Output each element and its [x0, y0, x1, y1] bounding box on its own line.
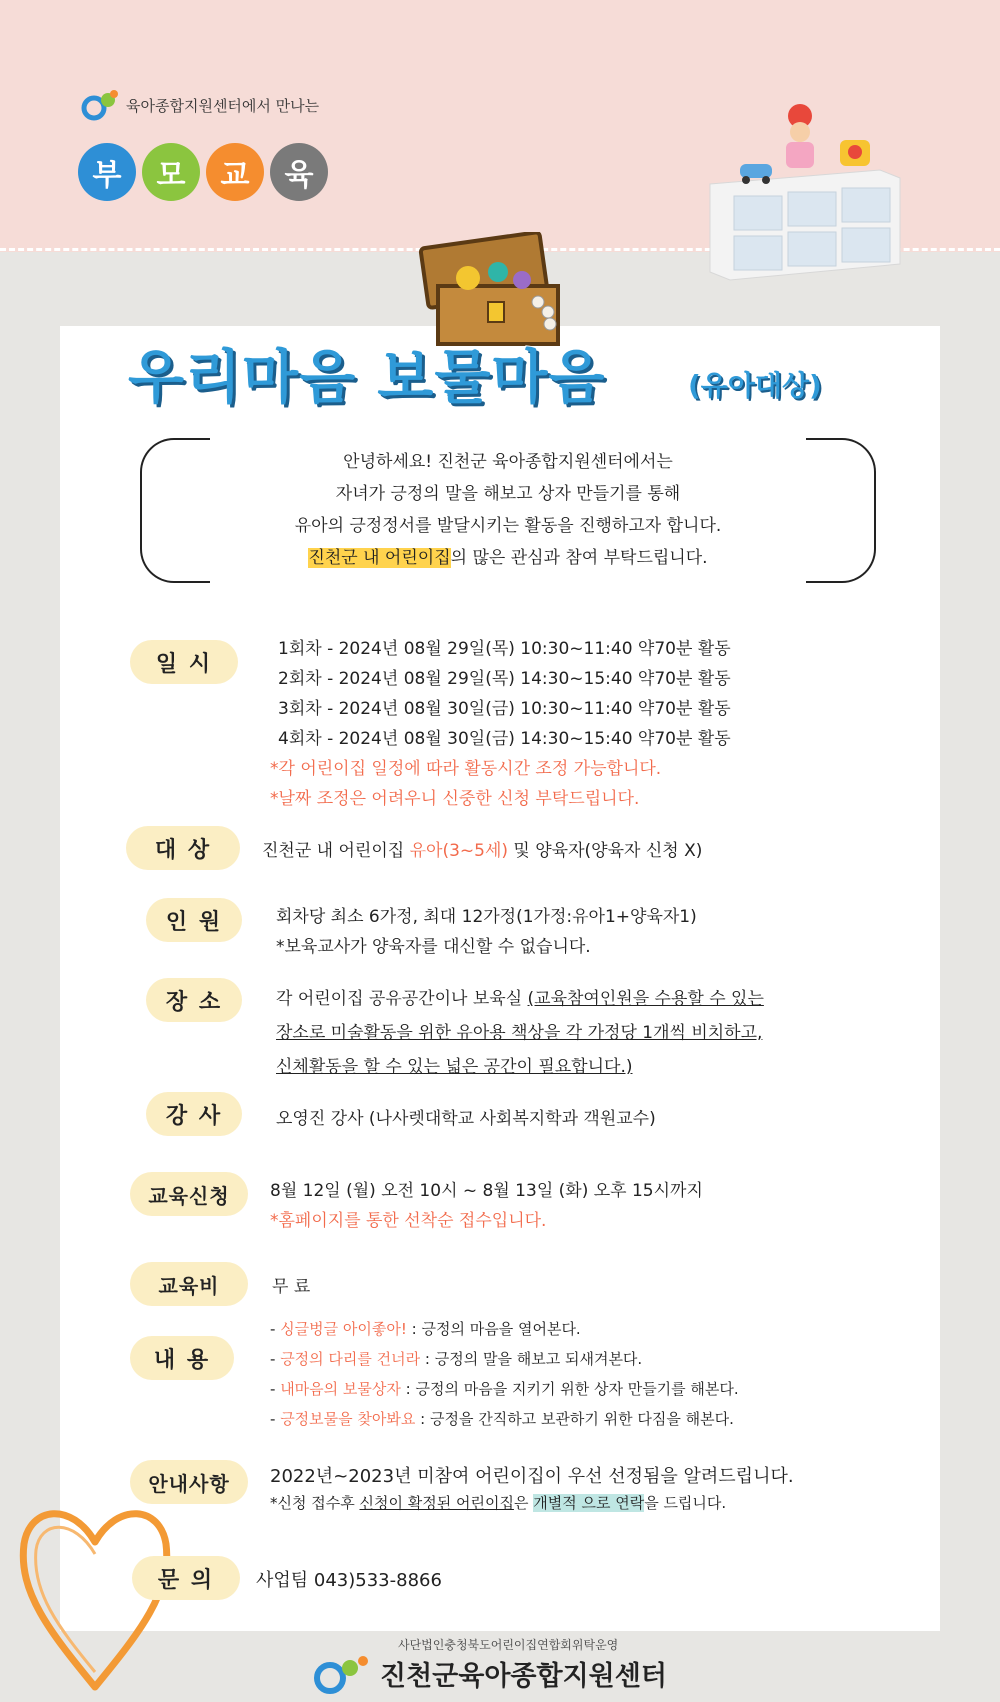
brand-row — [80, 88, 319, 122]
content-item: - 긍정보물을 찾아봐요 : 긍정을 간직하고 보관하기 위한 다짐을 해본다. — [270, 1410, 734, 1428]
label-apply: 교육신청 — [130, 1172, 248, 1216]
place-line-1-pre: 각 어린이집 공유공간이나 보육실 — [276, 989, 523, 1009]
notice-underlined: 신청이 확정된 어린이집 — [359, 1494, 514, 1512]
content-item: - 싱글벙글 아이좋아! : 긍정의 마음을 열어본다. — [270, 1320, 581, 1338]
label-place: 장 소 — [146, 978, 242, 1022]
badge-gyo: 교 — [206, 143, 264, 201]
intro-text — [140, 446, 876, 574]
content-item: - 긍정의 다리를 건너라 : 긍정의 말을 해보고 되새겨본다. — [270, 1350, 643, 1368]
notice-part: 은 — [513, 1494, 529, 1512]
intro-line-rest: 의 많은 관심과 참여 부탁드립니다. — [450, 548, 708, 568]
content-item-desc: : 긍정의 말을 해보고 되새겨본다. — [424, 1350, 643, 1368]
title-main: 우리마음 보물마음 — [128, 343, 606, 411]
place-line-1-underlined: (교육참여인원을 수용할 수 있는 — [527, 989, 764, 1009]
intro-box — [140, 438, 876, 588]
label-notice: 안내사항 — [130, 1460, 248, 1504]
content-item-title: 싱글벙글 아이좋아! — [280, 1320, 407, 1338]
session-2: 2회차 - 2024년 08월 29일(목) 14:30~15:40 약70분 활동 — [278, 669, 731, 689]
intro-line: 자녀가 긍정의 말을 해보고 상자 만들기를 통해 — [335, 484, 681, 504]
center-logo-icon — [80, 88, 120, 122]
target-highlight: 유아(3~5세) — [409, 841, 509, 861]
parent-education-badges — [78, 143, 328, 201]
content-item-title: 긍정보물을 찾아봐요 — [280, 1410, 416, 1428]
notice-highlight: 개별적 으로 연락 — [533, 1494, 645, 1512]
capacity-line-1: 회차당 최소 6가정, 최대 12가정(1가정:유아1+양육자1) — [276, 907, 697, 927]
fee-text: 무 료 — [272, 1277, 311, 1297]
target-post: 및 양육자(양육자 신청 X) — [513, 841, 703, 861]
notice-line-2 — [270, 1492, 726, 1513]
program-title — [128, 320, 888, 430]
content-item-desc: : 긍정의 마음을 열어본다. — [411, 1320, 581, 1338]
badge-bu: 부 — [78, 143, 136, 201]
content-item-desc: : 긍정의 마음을 지키기 위한 상자 만들기를 해본다. — [405, 1380, 739, 1398]
content-item: - 내마음의 보물상자 : 긍정의 마음을 지키기 위한 상자 만들기를 해본다. — [270, 1380, 739, 1398]
label-target: 대 상 — [126, 826, 240, 870]
content-item-title: 긍정의 다리를 건너라 — [280, 1350, 421, 1368]
place-line-2: 장소로 미술활동을 위한 유아용 책상을 각 가정당 1개씩 비치하고, — [276, 1023, 763, 1043]
label-schedule: 일 시 — [130, 640, 238, 684]
badge-mo: 모 — [142, 143, 200, 201]
place-line-1 — [276, 984, 764, 1009]
content-item-desc: : 긍정을 간직하고 보관하기 위한 다짐을 해본다. — [420, 1410, 734, 1428]
schedule-note-1: *각 어린이집 일정에 따라 활동시간 조정 가능합니다. — [270, 759, 662, 779]
footer-operator: 사단법인충청북도어린이집연합회위탁운영 — [398, 1638, 619, 1652]
label-content: 내 용 — [130, 1336, 234, 1380]
session-1: 1회차 - 2024년 08월 29일(목) 10:30~11:40 약70분 활동 — [278, 639, 731, 659]
intro-highlight: 진천군 내 어린이집 — [308, 548, 451, 568]
badge-yuk: 육 — [270, 143, 328, 201]
label-contact: 문 의 — [132, 1556, 240, 1600]
label-fee: 교육비 — [130, 1262, 248, 1306]
capacity-line-2: *보육교사가 양육자를 대신할 수 없습니다. — [276, 937, 591, 957]
title-sub: (유아대상) — [688, 369, 822, 402]
lecturer-text: 오영진 강사 (나사렛대학교 사회복지학과 객원교수) — [276, 1109, 656, 1129]
notice-part: 을 드립니다. — [644, 1494, 727, 1512]
footer-center-name: 진천군육아종합지원센터 — [380, 1661, 667, 1692]
contact-text: 사업팀 043)533-8866 — [256, 1570, 442, 1591]
session-3: 3회차 - 2024년 08월 30일(금) 10:30~11:40 약70분 활동 — [278, 699, 731, 719]
content-item-title: 내마음의 보물상자 — [280, 1380, 401, 1398]
intro-line — [140, 542, 876, 574]
apply-text: 8월 12일 (월) 오전 10시 ~ 8월 13일 (화) 오후 15시까지 — [270, 1181, 703, 1201]
apply-note: *홈페이지를 통한 선착순 접수입니다. — [270, 1211, 547, 1231]
place-line-3: 신체활동을 할 수 있는 넓은 공간이 필요합니다.) — [276, 1057, 633, 1077]
toy-shelf-illustration — [700, 104, 910, 284]
label-capacity: 인 원 — [146, 898, 242, 942]
target-text — [262, 836, 702, 861]
brand-line: 육아종합지원센터에서 만나는 — [126, 96, 320, 115]
intro-line: 안녕하세요! 진천군 육아종합지원센터에서는 — [343, 452, 673, 472]
intro-line: 유아의 긍정정서를 발달시키는 활동을 진행하고자 합니다. — [294, 516, 722, 536]
notice-line-1: 2022년~2023년 미참여 어린이집이 우선 선정됨을 알려드립니다. — [270, 1466, 794, 1487]
center-logo-icon — [308, 1654, 374, 1694]
notice-part: *신청 접수후 — [270, 1494, 355, 1512]
label-lecturer: 강 사 — [146, 1092, 242, 1136]
target-pre: 진천군 내 어린이집 — [262, 841, 405, 861]
session-4: 4회차 - 2024년 08월 30일(금) 14:30~15:40 약70분 활동 — [278, 729, 731, 749]
schedule-note-2: *날짜 조정은 어려우니 신중한 신청 부탁드립니다. — [270, 789, 640, 809]
